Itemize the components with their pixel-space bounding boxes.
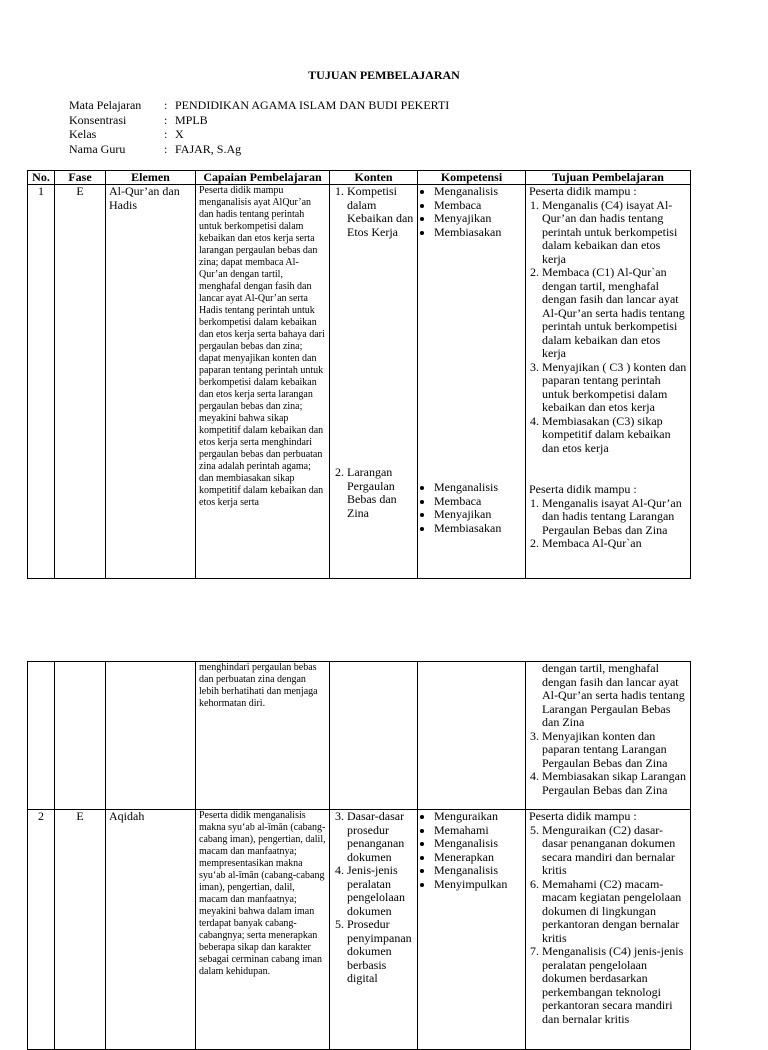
cell-fase-empty	[55, 662, 106, 810]
tujuan-intro: Peserta didik mampu :	[529, 809, 637, 823]
tujuan-list-continued	[529, 730, 687, 798]
tujuan-item: 4. Membiasakan sikap Larangan Pergaulan Bebas dan Zina	[542, 770, 687, 797]
tujuan-item: 3. Menyajikan konten dan paparan tentang Larangan Pergaulan Bebas dan Zina	[542, 730, 687, 771]
kompetensi-item: • Membiasakan	[434, 522, 522, 536]
cell-konten-empty	[330, 662, 418, 810]
kompetensi-item: • Menerapkan	[434, 851, 522, 865]
meta-row-nama-guru: Nama Guru : FAJAR, S.Ag	[69, 141, 242, 156]
tujuan-item: 1. Menganalis (C4) isayat Al-Qur’an dan hadis tentang perintah untuk berkompetisi dalam kebaikan dan etos kerja	[542, 199, 687, 267]
konten-list	[333, 810, 414, 986]
cell-no: 2	[28, 810, 55, 1050]
kompetensi-item: • Menganalisis	[434, 481, 522, 495]
kompetensi-list	[421, 810, 522, 891]
tujuan-list-1	[529, 199, 687, 456]
tujuan-item: 7. Menganalisis (C4) jenis-jenis peralatan pengelolaan dokumen berdasarkan perkembangan teknologi perkantoran secara mandiri dan bernalar kritis	[542, 945, 687, 1026]
cell-kompetensi	[418, 810, 526, 1050]
tujuan-intro: Peserta didik mampu :	[529, 184, 637, 198]
kompetensi-item: • Menganalisis	[434, 185, 522, 199]
table-row-continued	[28, 662, 691, 810]
learning-objectives-table-page-2	[27, 661, 691, 1050]
meta-label: Konsentrasi	[69, 112, 127, 127]
cell-fase: E	[55, 185, 106, 579]
cell-tujuan-continued	[526, 662, 691, 810]
cell-elemen: Aqidah	[106, 810, 196, 1050]
meta-value: PENDIDIKAN AGAMA ISLAM DAN BUDI PEKERTI	[175, 98, 450, 112]
header-elemen: Elemen	[106, 171, 196, 185]
meta-row-mata-pelajaran: Mata Pelajaran : PENDIDIKAN AGAMA ISLAM DAN BUDI PEKERTI	[69, 98, 450, 112]
meta-label: Mata Pelajaran	[69, 98, 142, 112]
meta-label: Kelas	[69, 127, 97, 141]
header-tujuan: Tujuan Pembelajaran	[526, 171, 691, 185]
document-meta	[69, 98, 449, 156]
tujuan-item: 1. Menganalis isayat Al-Qur’an dan hadis tentang Larangan Pergaulan Bebas dan Zina	[542, 497, 687, 538]
cell-capaian: Peserta didik mampu menganalisis ayat AlQur’an dan hadis tentang perintah untuk berkompetisi dalam kebaikan dan etos kerja serta larangan pergaulan bebas dan zina; dapat membaca Al-Qur’an dengan tartil, menghafal dengan fasih dan lancar ayat Al-Qur’an serta Hadis tentang perintah untuk berkompetisi dalam kebaikan dan etos kerja serta bahaya dari pergaulan bebas dan zina; dapat menyajikan konten dan paparan tentang perintah untuk berkompetisi dalam kebaikan dan etos kerja serta larangan pergaulan bebas dan zina; meyakini bahwa sikap kompetitif dalam kebaikan dan etos kerja serta menghindari pergaulan bebas dan perbuatan zina adalah perintah agama; dan membiasakan sikap kompetitif dalam kebaikan dan etos kerja serta	[196, 185, 330, 579]
cell-capaian-continued: menghindari pergaulan bebas dan perbuatan zina dengan lebih berhatihati dan menjaga kehormatan diri.	[196, 662, 330, 810]
cell-capaian: Peserta didik menganalisis makna syu‘ab al-īmān (cabang-cabang iman), pengertian, dalil, macam dan manfaatnya; mempresentasikan makna syu‘ab al-īmān (cabang-cabang iman), pengertian, dalil, macam dan manfaatnya; meyakini bahwa dalam iman terdapat banyak cabang-cabangnya; serta menerapkan beberapa sikap dan karakter sebagai cerminan cabang iman dalam kehidupan.	[196, 810, 330, 1050]
kompetensi-item: • Menguraikan	[434, 810, 522, 824]
table-header-row	[28, 171, 691, 185]
kompetensi-item: • Menganalisis	[434, 837, 522, 851]
kompetensi-list-1	[421, 185, 522, 239]
cell-elemen-empty	[106, 662, 196, 810]
konten-item: 2. Larangan Pergaulan Bebas dan Zina	[347, 466, 414, 520]
header-capaian: Capaian Pembelajaran	[196, 171, 330, 185]
konten-item: 1. Kompetisi dalam Kebaikan dan Etos Kerja	[347, 185, 414, 239]
kompetensi-item: • Menyajikan	[434, 212, 522, 226]
learning-objectives-table-page-1	[27, 170, 691, 579]
meta-value: MPLB	[175, 112, 208, 127]
meta-row-kelas: Kelas : X	[69, 127, 184, 141]
tujuan-item: 2. Membaca (C1) Al-Qur`an dengan tartil, menghafal dengan fasih dan lancar ayat Al-Qur’an serta hadis tentang perintah untuk berkompetisi dalam kebaikan dan etos kerja	[542, 266, 687, 361]
konten-item: 3. Dasar-dasar prosedur penanganan dokumen	[347, 810, 414, 864]
konten-item: 5. Prosedur penyimpanan dokumen berbasis digital	[347, 918, 414, 986]
tujuan-item: 6. Memahami (C2) macam-macam kegiatan pengelolaan dokumen di lingkungan perkantoran dengan bernalar kritis	[542, 878, 687, 946]
tujuan-item: 3. Menyajikan ( C3 ) konten dan paparan tentang perintah untuk berkompetisi dalam kebaikan dan etos kerja	[542, 361, 687, 415]
meta-row-konsentrasi: Konsentrasi : MPLB	[69, 112, 208, 127]
kompetensi-list-2	[421, 481, 522, 535]
tujuan-intro: Peserta didik mampu :	[529, 482, 637, 496]
konten-list-2	[333, 466, 414, 520]
cell-fase: E	[55, 810, 106, 1050]
konten-list-1	[333, 185, 414, 239]
header-no: No.	[28, 171, 55, 185]
header-kompetensi: Kompetensi	[418, 171, 526, 185]
meta-value: FAJAR, S.Ag	[175, 141, 242, 156]
kompetensi-item: • Menyajikan	[434, 508, 522, 522]
kompetensi-item: • Membiasakan	[434, 226, 522, 240]
cell-kompetensi-empty	[418, 662, 526, 810]
table-row	[28, 810, 691, 1050]
cell-kompetensi	[418, 185, 526, 579]
cell-tujuan	[526, 810, 691, 1050]
kompetensi-item: • Memahami	[434, 824, 522, 838]
meta-value: X	[175, 127, 184, 141]
cell-no-empty	[28, 662, 55, 810]
header-konten: Konten	[330, 171, 418, 185]
tujuan-item: 2. Membaca Al-Qur`an	[542, 537, 687, 551]
tujuan-list	[529, 824, 687, 1027]
tujuan-list-2	[529, 497, 687, 551]
cell-konten	[330, 810, 418, 1050]
cell-elemen: Al-Qur’an dan Hadis	[106, 185, 196, 579]
header-fase: Fase	[55, 171, 106, 185]
kompetensi-item: • Menyimpulkan	[434, 878, 522, 892]
table-row	[28, 185, 691, 579]
tujuan-item: 4. Membiasakan (C3) sikap kompetitif dalam kebaikan dan etos kerja	[542, 415, 687, 456]
meta-label: Nama Guru	[69, 141, 126, 156]
cell-konten	[330, 185, 418, 579]
tujuan-continued-text: dengan tartil, menghafal dengan fasih dan lancar ayat Al-Qur’an serta hadis tentang Larangan Pergaulan Bebas dan Zina	[542, 661, 685, 729]
konten-item: 4. Jenis-jenis peralatan pengelolaan dokumen	[347, 864, 414, 918]
kompetensi-item: • Menganalisis	[434, 864, 522, 878]
tujuan-item: 5. Menguraikan (C2) dasar-dasar penanganan dokumen secara mandiri dan bernalar kritis	[542, 824, 687, 878]
cell-no: 1	[28, 185, 55, 579]
cell-tujuan	[526, 185, 691, 579]
kompetensi-item: • Membaca	[434, 199, 522, 213]
document-title: TUJUAN PEMBELAJARAN	[308, 68, 460, 82]
kompetensi-item: • Membaca	[434, 495, 522, 509]
